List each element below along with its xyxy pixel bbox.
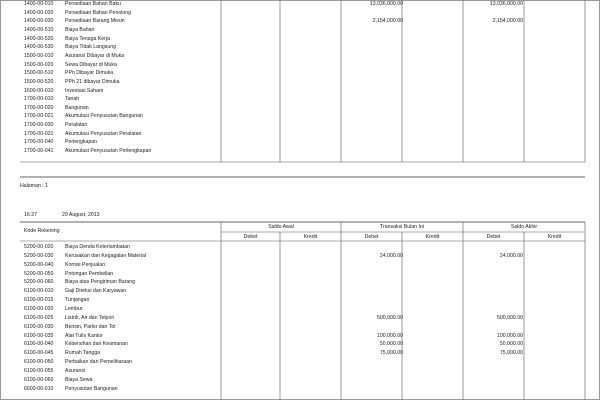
subheader-transaksi-debet: Debet	[364, 234, 379, 240]
account-name: Kebersihan dan Keamanan	[65, 341, 128, 348]
account-code: 6100-00-055	[24, 367, 54, 374]
transaksi-debet-value: 13,036,000.00	[369, 1, 403, 7]
account-code: 1700-00-021	[24, 113, 54, 120]
transaksi-debet-value: 75,000.00	[379, 350, 403, 357]
column-header-saldo-akhir: Saldo Akhir	[510, 224, 538, 230]
transaksi-debet-value: 500,000.00	[377, 314, 403, 321]
account-code: 6100-00-045	[24, 350, 54, 357]
account-name: Gaji Direksi dan Karyawan	[65, 288, 127, 295]
account-code: 1400-00-030	[24, 18, 54, 25]
transaksi-debet-value: 50,000.00	[379, 341, 403, 348]
account-code: 1700-00-020	[24, 104, 54, 111]
table-row	[0, 138, 600, 146]
account-name: PPn Dibayar Dimuka	[65, 70, 114, 77]
account-name: Asuransi	[65, 367, 86, 374]
subheader-saldo-awal-kredit: Kredit	[303, 234, 318, 240]
account-name: Biaya atas Pengiriman Barang	[65, 279, 136, 286]
table-row	[0, 104, 600, 112]
table-row	[0, 323, 600, 331]
subheader-transaksi-kredit: Kredit	[425, 234, 440, 240]
table-row	[0, 287, 600, 295]
table-row	[0, 9, 600, 17]
column-header-transaksi: Transaksi Bulan Ini	[380, 224, 424, 230]
account-name: Persediaan Bahan Penolong	[65, 9, 132, 16]
account-code: 6100-00-015	[24, 297, 54, 304]
account-code: 5200-00-030	[24, 252, 54, 259]
saldo-akhir-debet-value: 13,036,000.00	[489, 1, 523, 7]
account-code: 5200-00-060	[24, 279, 54, 286]
account-name: Biaya Bahan	[65, 26, 95, 33]
account-name: Potongan Pembelian	[65, 270, 114, 277]
table-row	[0, 349, 600, 357]
table-row	[0, 296, 600, 304]
table-row	[0, 314, 600, 322]
subheader-saldo-awal-debet: Debet	[243, 234, 258, 240]
account-code: 1400-00-520	[24, 35, 54, 42]
account-code: 1400-00-530	[24, 44, 54, 51]
table-row	[0, 252, 600, 260]
account-name: Biaya Denda Keterlambatan	[65, 244, 130, 250]
account-code: 1600-00-010	[24, 87, 54, 94]
account-code: 1400-00-010	[24, 1, 54, 7]
account-name: Perlengkapan	[65, 139, 98, 146]
account-name: Investasi Saham	[65, 87, 104, 94]
print-date: 29 August, 2013	[62, 212, 100, 218]
account-name: Akumulasi Penyusutan Perlengkapan	[65, 148, 152, 155]
column-header-saldo-awal: Saldo Awal	[268, 224, 294, 230]
account-code: 1500-00-020	[24, 61, 54, 68]
table-row	[0, 78, 600, 86]
account-name: Rumah Tangga	[65, 350, 101, 357]
table-row	[0, 270, 600, 278]
table-row	[0, 35, 600, 43]
transaksi-debet-value: 2,154,000.00	[372, 18, 403, 25]
saldo-akhir-debet-value: 24,000.00	[499, 252, 523, 259]
account-name: Peralatan	[65, 122, 88, 129]
account-name: PPh 21 dibayar Dimuka	[65, 78, 120, 85]
table-row	[0, 243, 600, 251]
table-row	[0, 385, 600, 393]
transaksi-debet-value: 100,000.00	[377, 332, 403, 339]
account-name: Komisi Penjualan	[65, 261, 106, 268]
saldo-akhir-debet-value: 2,154,000.00	[492, 18, 523, 25]
saldo-akhir-debet-value: 100,000.00	[497, 332, 523, 339]
account-name: Listrik, Air dan Telpon	[65, 314, 115, 321]
account-code: 1500-00-510	[24, 70, 54, 77]
transaksi-debet-value: 24,000.00	[379, 252, 403, 259]
column-header-kode-rekening: Kode Rekening	[24, 228, 60, 234]
account-code: 1500-00-010	[24, 52, 54, 59]
account-code: 1700-00-040	[24, 139, 54, 146]
subheader-saldo-akhir-debet: Debet	[486, 234, 501, 240]
account-name: Biaya Tenaga Kerja	[65, 35, 110, 42]
account-name: Bangunan	[65, 104, 89, 111]
account-code: 1700-00-041	[24, 148, 54, 155]
account-code: 6100-00-050	[24, 359, 54, 366]
account-name: Sewa Dibayar di Muka	[65, 61, 117, 68]
account-name: Perbaikan dan Pemeliharaan	[65, 359, 132, 366]
table-row	[0, 69, 600, 77]
print-time: 16:27	[24, 212, 37, 218]
table-row	[0, 52, 600, 60]
account-name: Penyusutan Bangunan	[65, 385, 118, 392]
table-row	[0, 17, 600, 25]
table-row	[0, 130, 600, 138]
table-row	[0, 340, 600, 348]
account-code: 1700-00-031	[24, 130, 54, 137]
account-code: 5200-00-050	[24, 270, 54, 277]
table-row	[0, 87, 600, 95]
table-row	[0, 26, 600, 34]
account-code: 1400-00-020	[24, 9, 54, 16]
table-row	[0, 147, 600, 155]
account-code: 6100-00-040	[24, 341, 54, 348]
table-row	[0, 305, 600, 313]
account-code: 6100-00-020	[24, 305, 54, 312]
account-name: Tanah	[65, 96, 80, 103]
table-row	[0, 121, 600, 129]
account-name: Biaya Tidak Langsung	[65, 44, 117, 51]
table-row	[0, 358, 600, 366]
account-code: 6100-00-030	[24, 323, 54, 330]
table-row	[0, 112, 600, 120]
table-row	[0, 0, 600, 8]
account-name: Persediaan Barang Mesin	[65, 18, 125, 25]
table-row	[0, 332, 600, 340]
account-name: Bensin, Parkir dan Tol	[65, 323, 116, 330]
table-row	[0, 376, 600, 384]
account-code: 1700-00-010	[24, 96, 54, 103]
account-code: 1700-00-030	[24, 122, 54, 129]
account-name: Asuransi Dibayar di Muka	[65, 52, 125, 59]
saldo-akhir-debet-value: 75,000.00	[499, 350, 523, 357]
account-code: 6100-00-025	[24, 314, 54, 321]
table-row	[0, 261, 600, 269]
account-name: Akumulasi Penyusutan Peralatan	[65, 130, 142, 137]
account-code: 1500-00-520	[24, 78, 54, 85]
page-footer: Halaman : 1	[20, 183, 48, 189]
account-name: Alat Tulis Kantor	[65, 332, 103, 339]
account-code: 6100-00-060	[24, 376, 54, 383]
table-row	[0, 278, 600, 286]
subheader-saldo-akhir-kredit: Kredit	[547, 234, 562, 240]
account-code: 5200-00-020	[24, 244, 54, 250]
table-row	[0, 61, 600, 69]
table-row	[0, 367, 600, 375]
account-code: 6100-00-010	[24, 288, 54, 295]
account-code: 6100-00-035	[24, 332, 54, 339]
table-row	[0, 43, 600, 51]
account-name: Biaya Sewa	[65, 376, 93, 383]
saldo-akhir-debet-value: 500,000.00	[497, 314, 523, 321]
account-code: 5200-00-040	[24, 261, 54, 268]
account-name: Akumulasi Penyusutan Bangunan	[65, 113, 143, 120]
saldo-akhir-debet-value: 50,000.00	[499, 341, 523, 348]
account-code: 1400-00-510	[24, 26, 54, 33]
account-name: Lembur	[65, 305, 83, 312]
account-name: Persediaan Bahan Baku	[65, 1, 121, 7]
table-row	[0, 95, 600, 103]
account-name: Kerusakan dan Kegagalan Material	[65, 252, 147, 259]
account-name: Tunjangan	[65, 297, 90, 304]
account-code: 6600-00-010	[24, 385, 54, 392]
